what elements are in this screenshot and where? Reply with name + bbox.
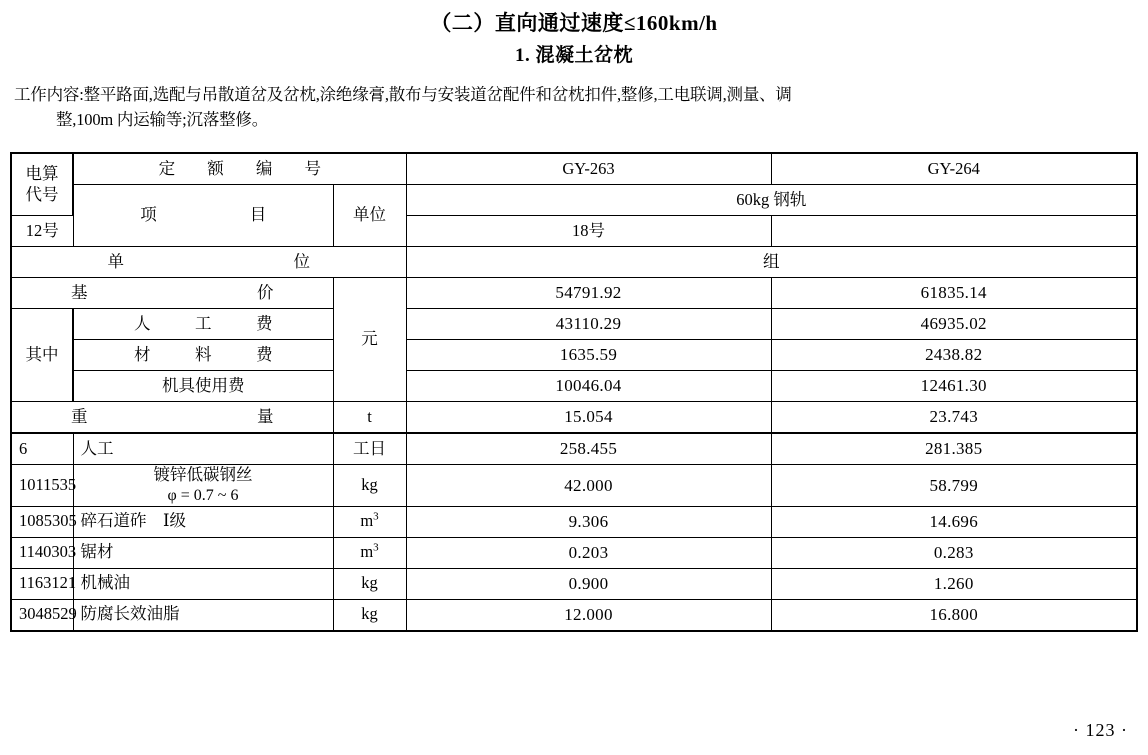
code-label-line-1: 电算 bbox=[25, 163, 59, 183]
page-number: · 123 · bbox=[1073, 720, 1128, 740]
item-unit-cell bbox=[333, 506, 406, 537]
header-cell-quota-a: GY-263 bbox=[406, 153, 771, 185]
item-value-a: 42.000 bbox=[406, 465, 771, 507]
table-row-unit bbox=[11, 247, 1137, 278]
item-unit-exponent: 3 bbox=[373, 510, 379, 523]
item-name-cell bbox=[73, 465, 333, 507]
header-cell-code-label bbox=[11, 153, 73, 216]
row-value-a-base-price: 54791.92 bbox=[406, 278, 771, 309]
item-code: 1163121 bbox=[11, 568, 73, 599]
header-cell-quota-b: GY-264 bbox=[771, 153, 1137, 185]
item-unit: kg bbox=[333, 568, 406, 599]
item-name: 机械油 bbox=[73, 568, 333, 599]
row-label-labor-cost: 人 工 费 bbox=[73, 309, 333, 340]
page-title: （二）直向通过速度≤160km/h bbox=[430, 11, 718, 35]
row-value-b-machine-cost: 12461.30 bbox=[771, 371, 1137, 402]
table-row bbox=[11, 465, 1137, 507]
item-value-b: 16.800 bbox=[771, 599, 1137, 631]
header-cell-model-a: 12号 bbox=[11, 216, 73, 247]
item-unit: kg bbox=[333, 465, 406, 507]
row-value-unit: 组 bbox=[406, 247, 1137, 278]
item-name: 镀锌低碳钢丝 bbox=[153, 465, 253, 484]
table-row-base-price bbox=[11, 278, 1137, 309]
row-value-b-base-price: 61835.14 bbox=[771, 278, 1137, 309]
item-unit-cell bbox=[333, 537, 406, 568]
table-row bbox=[11, 433, 1137, 465]
item-unit: kg bbox=[333, 599, 406, 631]
table-row-machine-cost bbox=[11, 371, 1137, 402]
row-unit-yuan: 元 bbox=[333, 278, 406, 402]
item-value-a: 258.455 bbox=[406, 433, 771, 465]
work-content-line-2: 整,100m 内运输等;沉落整修。 bbox=[56, 110, 269, 129]
row-value-a-material-cost: 1635.59 bbox=[406, 340, 771, 371]
item-value-b: 1.260 bbox=[771, 568, 1137, 599]
item-code: 1085305 bbox=[11, 506, 73, 537]
item-unit: 工日 bbox=[333, 433, 406, 465]
table-row bbox=[11, 599, 1137, 631]
item-code: 6 bbox=[11, 433, 73, 465]
document-page bbox=[0, 8, 1148, 755]
table-row-labor-cost bbox=[11, 309, 1137, 340]
item-unit: m bbox=[360, 511, 374, 531]
quota-table-wrapper bbox=[10, 152, 1138, 632]
table-row bbox=[11, 568, 1137, 599]
row-label-machine-cost: 机具使用费 bbox=[73, 371, 333, 402]
row-value-b-material-cost: 2438.82 bbox=[771, 340, 1137, 371]
header-cell-model-b: 18号 bbox=[406, 216, 771, 247]
item-value-b: 14.696 bbox=[771, 506, 1137, 537]
item-name: 碎石道砟 Ⅰ级 bbox=[73, 506, 333, 537]
row-value-a-labor-cost: 43110.29 bbox=[406, 309, 771, 340]
table-row-quota-number bbox=[11, 153, 1137, 185]
table-row bbox=[11, 506, 1137, 537]
table-row bbox=[11, 537, 1137, 568]
item-value-a: 0.900 bbox=[406, 568, 771, 599]
item-name: 锯材 bbox=[73, 537, 333, 568]
code-label-line-2: 代号 bbox=[25, 184, 59, 204]
work-content-paragraph bbox=[14, 82, 1134, 132]
row-label-base-price: 基 价 bbox=[11, 278, 333, 309]
row-unit-weight: t bbox=[333, 402, 406, 434]
header-cell-unit: 单位 bbox=[333, 185, 406, 247]
table-row-weight bbox=[11, 402, 1137, 434]
item-name: 防腐长效油脂 bbox=[73, 599, 333, 631]
item-value-b: 58.799 bbox=[771, 465, 1137, 507]
item-unit: m bbox=[360, 542, 374, 562]
item-code: 1011535 bbox=[11, 465, 73, 507]
work-content-line-1: 工作内容:整平路面,选配与吊散道岔及岔枕,涂绝缘膏,散布与安装道岔配件和岔枕扣件,整修,工电联调,测量、调 bbox=[14, 85, 792, 104]
row-value-b-weight: 23.743 bbox=[771, 402, 1137, 434]
quota-table bbox=[10, 152, 1138, 632]
header-cell-rail-spec: 60kg 钢轨 bbox=[406, 185, 1137, 216]
item-value-a: 9.306 bbox=[406, 506, 771, 537]
item-value-b: 281.385 bbox=[771, 433, 1137, 465]
row-label-weight: 重 量 bbox=[11, 402, 333, 434]
header-cell-quota-number: 定 额 编 号 bbox=[73, 153, 406, 185]
row-label-material-cost: 材 料 费 bbox=[73, 340, 333, 371]
item-name: 人工 bbox=[73, 433, 333, 465]
header-cell-item: 项 目 bbox=[73, 185, 333, 247]
item-value-a: 0.203 bbox=[406, 537, 771, 568]
table-row-material-cost bbox=[11, 340, 1137, 371]
item-code: 1140303 bbox=[11, 537, 73, 568]
item-unit-exponent: 3 bbox=[373, 541, 379, 554]
item-value-a: 12.000 bbox=[406, 599, 771, 631]
row-value-b-labor-cost: 46935.02 bbox=[771, 309, 1137, 340]
row-group-label-qizhong: 其中 bbox=[11, 309, 73, 402]
item-name-sub: φ = 0.7 ~ 6 bbox=[167, 486, 239, 504]
item-value-b: 0.283 bbox=[771, 537, 1137, 568]
table-row-item-header bbox=[11, 185, 1137, 216]
row-value-a-machine-cost: 10046.04 bbox=[406, 371, 771, 402]
row-label-unit: 单 位 bbox=[11, 247, 406, 278]
item-code: 3048529 bbox=[11, 599, 73, 631]
page-subtitle: 1. 混凝土岔枕 bbox=[514, 45, 633, 66]
row-value-a-weight: 15.054 bbox=[406, 402, 771, 434]
